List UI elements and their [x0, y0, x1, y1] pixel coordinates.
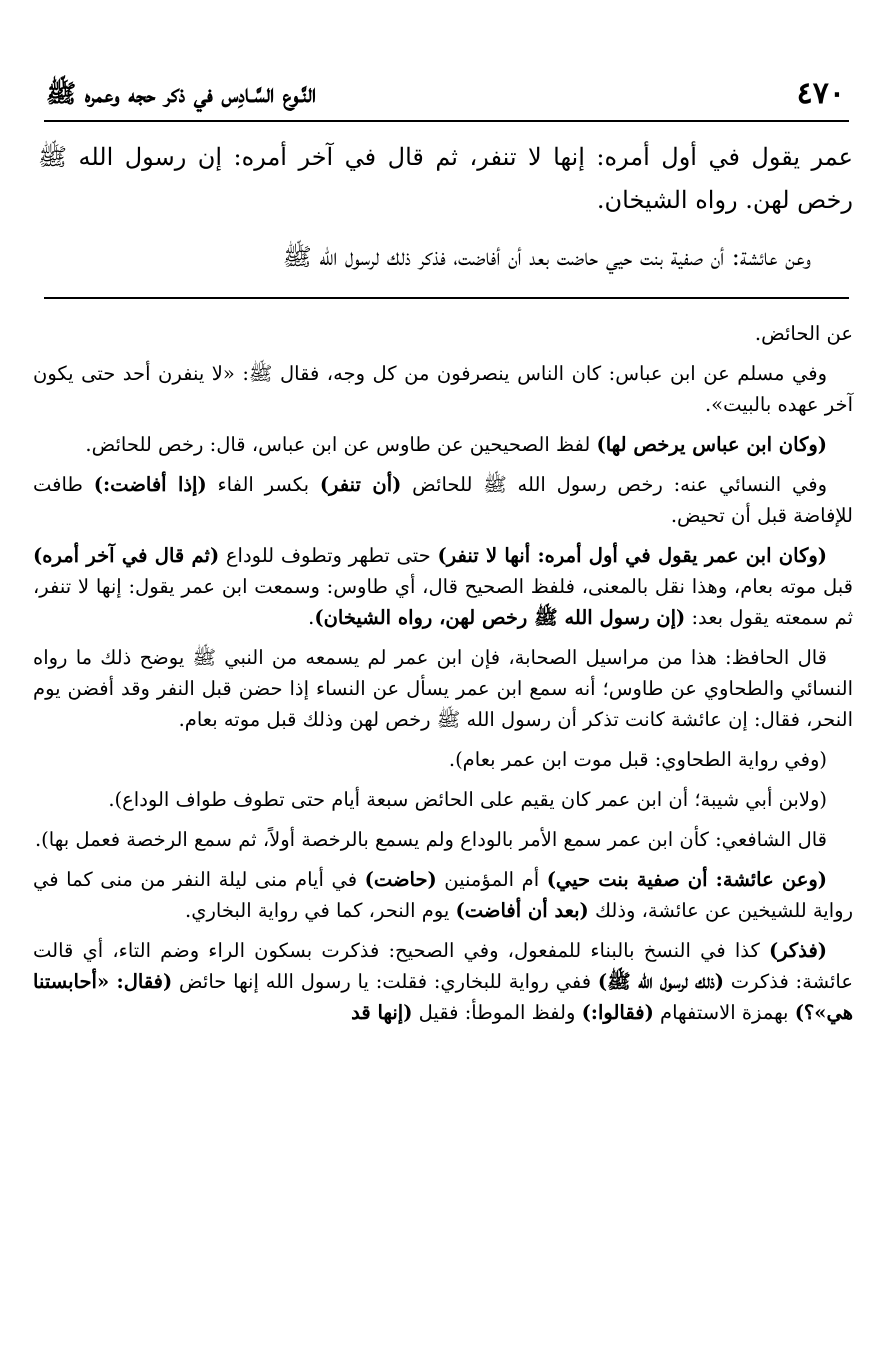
commentary-paragraph — [33, 935, 853, 1028]
commentary-text: كذا في النسخ بالبناء للمفعول، وفي الصحيح: فذكرت بسكون الراء وضم التاء، أي قالت عائشة: فذكرت — [33, 939, 853, 993]
bold-quote: (ذلك لرسول الله ﷺ) — [597, 970, 725, 993]
commentary-text: يوم النحر، كما في رواية البخاري. — [185, 899, 456, 922]
commentary-text: . — [308, 606, 315, 629]
bold-quote: (وكان ابن عمر يقول في أول أمره: أنها لا تنفر) — [437, 544, 827, 567]
commentary-paragraph — [33, 540, 853, 633]
commentary-paragraph — [33, 429, 853, 460]
bold-quote: (إذا أفاضت:) — [93, 473, 207, 496]
bold-quote: (فقال: «أحابستنا هي»؟) — [33, 970, 853, 1024]
commentary-paragraph — [33, 469, 853, 531]
footnote-separator — [44, 297, 849, 299]
bold-quote: (فذكر) — [768, 939, 827, 962]
page-header — [44, 74, 849, 122]
commentary-text: قال الحافظ: هذا من مراسيل الصحابة، فإن ابن عمر لم يسمعه من النبي ﷺ يوضح ذلك ما رواه النسائي والطحاوي عن طاوس؛ أنه سمع ابن عمر يسأل عن النساء إذا حضن قبل النفر وقد أفضن يوم النحر، فقال: إن عائشة كانت تذكر أن رسول الله ﷺ رخص لهن وذلك قبل موته بعام. — [33, 646, 853, 731]
bold-quote: (أن تنفر) — [319, 473, 402, 496]
commentary-text: بكسر الفاء — [206, 473, 320, 496]
commentary-paragraph — [33, 358, 853, 420]
running-title: النَّـوع السَّـادِس في ذكر حجه وعمره ﷺ — [46, 79, 317, 108]
commentary-text: ولفظ الموطأ: فقيل — [412, 1001, 582, 1024]
commentary-text: لفظ الصحيحين عن طاوس عن ابن عباس، قال: رخص للحائض. — [85, 433, 597, 456]
bold-quote: (وعن عائشة: أن صفية بنت حيي) — [546, 868, 827, 891]
bold-quote: (إن رسول الله ﷺ رخص لهن، رواه الشيخان) — [314, 606, 686, 629]
main-text-paragraph: وعن عائشة: أن صفية بنت حيي حاضت بعد أن أفاضت، فذكر ذلك لرسول الله ﷺ — [282, 243, 811, 271]
commentary-paragraph — [33, 824, 853, 855]
bold-quote: (إنها قد — [351, 1001, 413, 1024]
commentary-paragraph — [33, 744, 853, 775]
bold-quote: (وكان ابن عباس يرخص لها) — [596, 433, 827, 456]
commentary-text: ففي رواية للبخاري: فقلت: يا رسول الله إنها حائض — [172, 970, 598, 993]
commentary-paragraph — [33, 642, 853, 735]
commentary-text: بهمزة الاستفهام — [653, 1001, 795, 1024]
bold-quote: (بعد أن أفاضت) — [455, 899, 589, 922]
commentary-text: وفي النسائي عنه: رخص رسول الله ﷺ للحائض — [401, 473, 828, 496]
commentary-text: عن الحائض. — [754, 322, 853, 345]
commentary — [33, 318, 853, 1028]
commentary-text: وفي مسلم عن ابن عباس: كان الناس ينصرفون من كل وجه، فقال ﷺ: «لا ينفرن أحد حتى يكون آخر عهده بالبيت». — [33, 362, 853, 416]
commentary-text: قبل موته بعام، وهذا نقل بالمعنى، فلفظ الصحيح قال، أي طاوس: وسمعت ابن عمر يقول: إنها لا تنفر، ثم سمعته يقول بعد: — [33, 575, 853, 629]
page-number: ٤٧٠ — [796, 76, 845, 111]
commentary-paragraph — [33, 784, 853, 815]
commentary-paragraph — [33, 864, 853, 926]
commentary-text: (ولابن أبي شيبة؛ أن ابن عمر كان يقيم على الحائض سبعة أيام حتى تطوف طواف الوداع). — [108, 788, 827, 811]
bold-quote: (ثم قال في آخر أمره) — [33, 544, 220, 567]
commentary-paragraph — [33, 318, 853, 349]
commentary-text: حتى تطهر وتطوف للوداع — [219, 544, 438, 567]
commentary-text: قال الشافعي: كأن ابن عمر سمع الأمر بالوداع ولم يسمع بالرخصة أولاً، ثم سمع الرخصة فعمل بها). — [34, 828, 827, 851]
commentary-text: طافت للإفاضة قبل أن تحيض. — [33, 473, 853, 527]
main-text — [38, 136, 853, 279]
bold-quote: (حاضت) — [364, 868, 437, 891]
main-text-paragraph: عمر يقول في أول أمره: إنها لا تنفر، ثم قال في آخر أمره: إن رسول الله ﷺ رخص لهن. رواه الشيخان. — [38, 143, 853, 214]
commentary-text: في أيام منى ليلة النفر من منى كما في رواية للشيخين عن عائشة، وذلك — [33, 868, 853, 922]
bold-quote: (فقالوا:) — [581, 1001, 654, 1024]
commentary-text: أم المؤمنين — [436, 868, 547, 891]
commentary-text: (وفي رواية الطحاوي: قبل موت ابن عمر بعام). — [448, 748, 827, 771]
